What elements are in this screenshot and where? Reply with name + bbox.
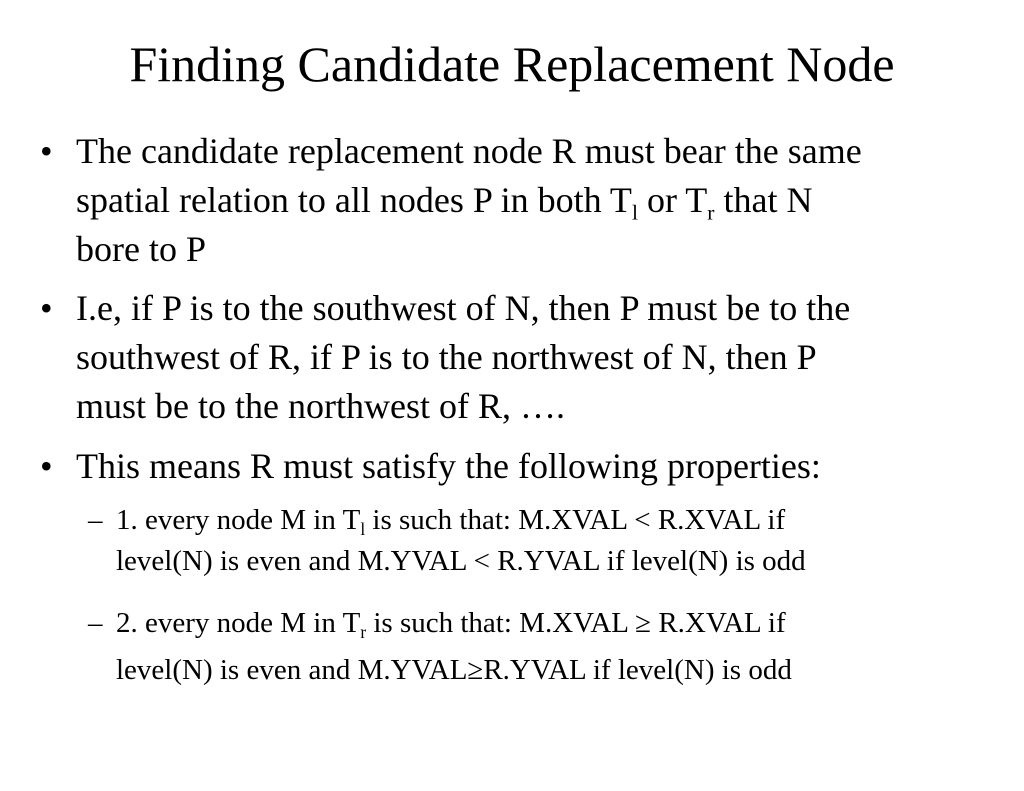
sub-bullet-text: is such that: M.XVAL < R.XVAL if <box>365 504 786 536</box>
subscript: l <box>631 200 638 225</box>
bullet-marker: • <box>40 446 53 486</box>
bullet-text: or T <box>637 180 708 220</box>
sub-bullet-line: level(N) is even and M.YVAL≥R.YVAL if level(N) is odd <box>116 654 792 686</box>
bullet-item <box>40 284 996 431</box>
bullet-line: I.e, if P is to the southwest of N, then P must be to the <box>76 288 851 328</box>
subscript: r <box>707 200 715 225</box>
subscript: l <box>360 519 366 540</box>
bullet-marker: • <box>40 288 53 328</box>
sub-bullet-text: 1. every node M in T <box>116 504 361 536</box>
sub-bullet-text: is such that: M.XVAL ≥ R.XVAL if <box>366 607 786 639</box>
sub-bullet-marker: – <box>88 607 103 639</box>
bullet-line: The candidate replacement node R must bear the same <box>76 131 862 171</box>
sub-bullet-text: 2. every node M in T <box>116 607 361 639</box>
sub-bullet-line: level(N) is even and M.YVAL < R.YVAL if level(N) is odd <box>116 545 806 577</box>
bullet-line: must be to the northwest of R, …. <box>76 386 565 426</box>
sub-bullet-item <box>88 603 996 691</box>
bullet-line: southwest of R, if P is to the northwest of N, then P <box>76 337 817 377</box>
slide-title: Finding Candidate Replacement Node <box>129 36 895 92</box>
subscript: r <box>360 622 367 643</box>
bullet-text: spatial relation to all nodes P in both T <box>76 180 632 220</box>
bullet-line: bore to P <box>76 229 206 269</box>
bullet-line: This means R must satisfy the following properties: <box>76 446 821 486</box>
bullet-line <box>76 176 996 225</box>
sub-bullet-item <box>88 500 996 582</box>
bullet-text: that N <box>714 180 813 220</box>
bullet-item <box>40 442 996 491</box>
sub-bullet-marker: – <box>88 504 103 536</box>
sub-bullet-line <box>116 500 996 541</box>
bullet-item <box>40 127 996 274</box>
bullet-marker: • <box>40 131 53 171</box>
sub-bullet-line <box>116 603 996 644</box>
